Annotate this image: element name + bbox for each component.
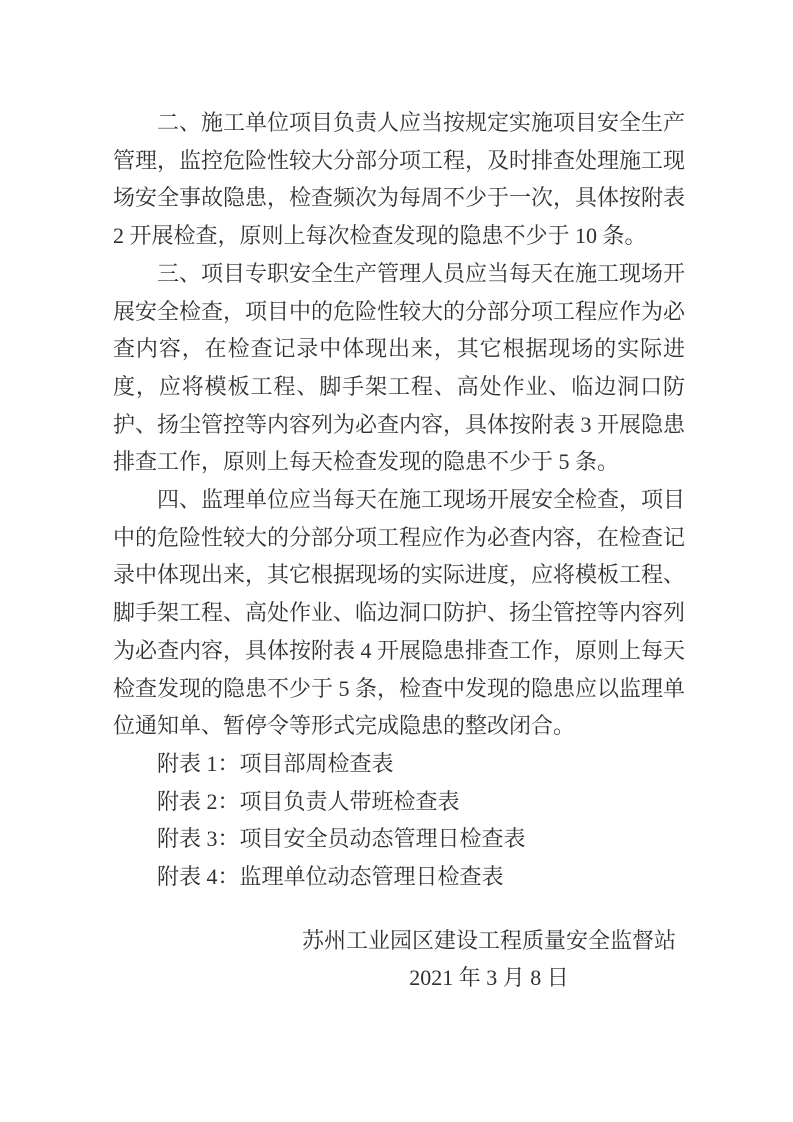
attachment-item-2: 附表 2：项目负责人带班检查表 xyxy=(157,788,460,814)
signature-organization: 苏州工业园区建设工程质量安全监督站 xyxy=(301,927,676,953)
attachment-item-3: 附表 3：项目安全员动态管理日检查表 xyxy=(157,826,526,852)
document-body xyxy=(113,104,685,997)
paragraph-item-4: 四、监理单位应当每天在施工现场开展安全检查，项目中的危险性较大的分部分项工程应作为必查内容，在检查记录中体现出来，其它根据现场的实际进度，应将模板工程、脚手架工程、高处作业、临边洞口防护、扬尘管控等内容列为必查内容，具体按附表 4 开展隐患排查工作，原则上每天检查发现的隐患不少于 5 条，检查中发现的隐患应以监理单位通知单、暂停令等形式完成隐患的整改闭合。 xyxy=(113,487,686,739)
paragraph-item-3: 三、项目专职安全生产管理人员应当每天在施工现场开展安全检查，项目中的危险性较大的分部分项工程应作为必查内容，在检查记录中体现出来，其它根据现场的实际进度，应将模板工程、脚手架工程、高处作业、临边洞口防护、扬尘管控等内容列为必查内容，具体按附表 3 开展隐患排查工作，原则上每天检查发现的隐患不少于 5 条。 xyxy=(113,260,686,475)
signature-date: 2021 年 3 月 8 日 xyxy=(409,965,569,991)
attachment-item-1: 附表 1：项目部周检查表 xyxy=(157,750,394,776)
paragraph-item-2: 二、施工单位项目负责人应当按规定实施项目安全生产管理，监控危险性较大分部分项工程，及时排查处理施工现场安全事故隐患，检查频次为每周不少于一次，具体按附表 2 开展检查，原则上每次检查发现的隐患不少于 10 条。 xyxy=(113,110,686,249)
attachment-list xyxy=(113,745,685,896)
signature-block xyxy=(302,922,676,997)
attachment-item-4: 附表 4：监理单位动态管理日检查表 xyxy=(157,864,504,890)
